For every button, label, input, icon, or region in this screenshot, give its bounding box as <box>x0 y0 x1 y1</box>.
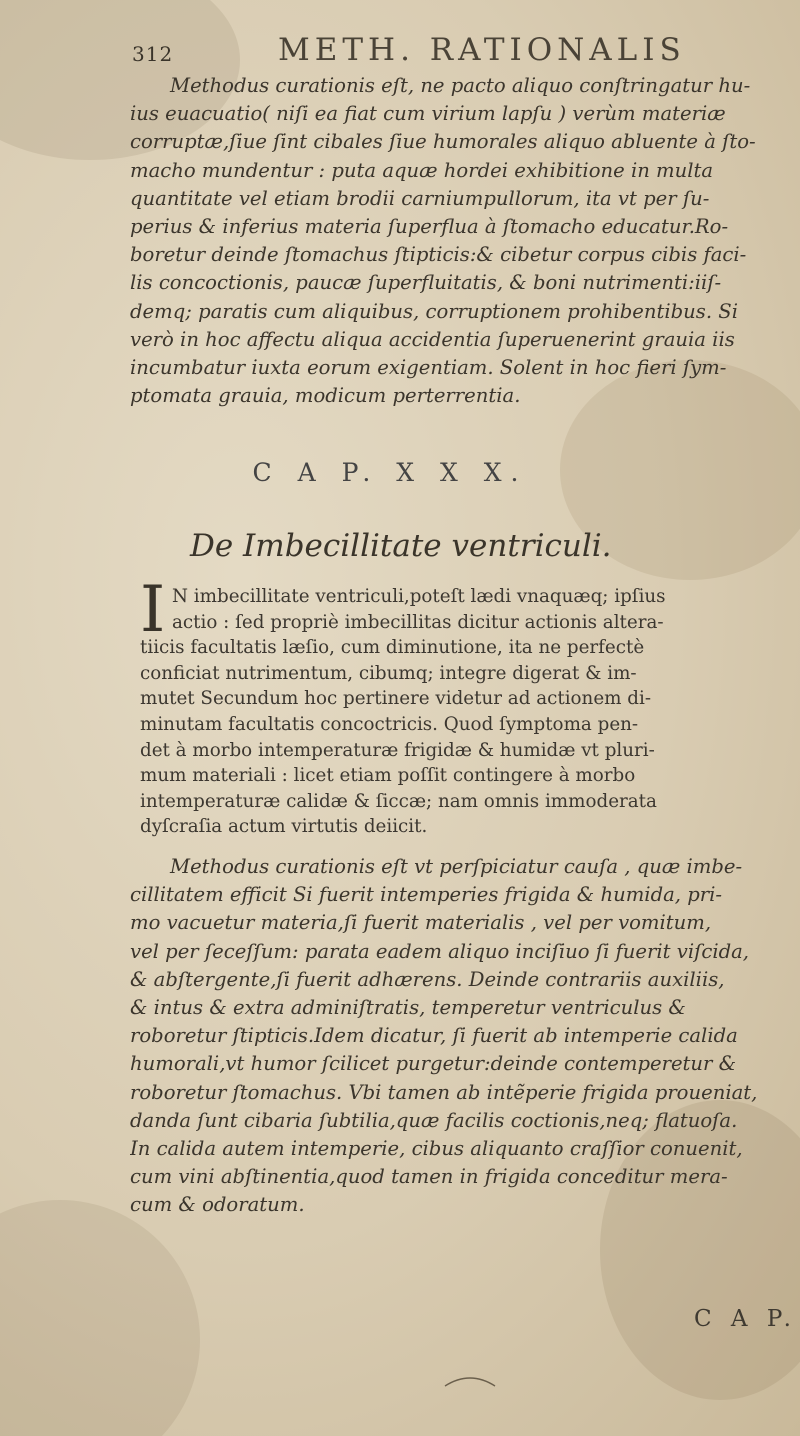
text-line: & intus & extra adminiſtratis, temperetur ventriculus & <box>130 996 686 1020</box>
top-paragraph <box>130 72 792 410</box>
text-line: mum materiali : licet etiam poſſit contingere à morbo <box>140 765 636 787</box>
text-line: verò in hoc affectu aliqua accidentia ſuperuenerint grauia iis <box>130 327 735 351</box>
text-line: & abſtergente,ſi fuerit adhærens. Deinde contrariis auxiliis, <box>130 967 725 991</box>
text-line: boretur deinde ſtomachus ſtipticis:& cibetur corpus cibis faci- <box>130 243 747 267</box>
text-line: incumbatur iuxta eorum exigentiam. Solent in hoc fieri ſym- <box>130 356 727 380</box>
text-line: dyſcraſia actum virtutis deiicit. <box>140 816 428 838</box>
text-line: roboretur ſtomachus. Vbi tamen ab intẽperie frigida proueniat, <box>130 1080 758 1104</box>
chapter-title: De Imbecillitate ventriculi. <box>190 528 612 564</box>
text-line: quantitate vel etiam brodii carniumpullorum, ita vt per ſu- <box>130 186 710 210</box>
text-line: cum vini abſtinentia,quod tamen in frigida conceditur mera- <box>130 1165 728 1189</box>
text-line: ius euacuatio( niſi ea fiat cum virium lapſu ) verùm materiæ <box>130 102 726 126</box>
text-line: ptomata grauia, modicum perterrentia. <box>130 384 521 408</box>
bottom-paragraph <box>130 853 792 1220</box>
text-line: cum & odoratum. <box>130 1193 305 1217</box>
text-line: intemperaturæ calidæ & ſiccæ; nam omnis immoderata <box>140 790 657 812</box>
running-title: METH. RATIONALIS <box>278 32 686 68</box>
text-line: det à morbo intemperaturæ frigidæ & humidæ vt pluri- <box>140 739 655 761</box>
page-number: 312 <box>132 42 174 66</box>
text-line: humorali,vt humor ſcilicet purgetur:deinde contemperetur & <box>130 1052 737 1076</box>
drop-cap: I <box>140 573 166 647</box>
text-line: perius & inferius materia ſuperflua à ſtomacho educatur.Ro- <box>130 215 729 239</box>
text-line: tiicis facultatis læſio, cum diminutione, ita ne perfectè <box>140 637 645 659</box>
text-line: corruptæ,ſiue ſint cibales ſiue humorales aliquo abluente à ſto- <box>130 130 756 154</box>
printers-mark-icon <box>440 1372 500 1392</box>
text-line: vel per ſeceſſum: parata eadem aliquo inciſiuo ſi fuerit viſcida, <box>130 939 750 963</box>
text-line: In calida autem intemperie, cibus aliquanto craſſior conuenit, <box>130 1137 743 1161</box>
catchword: C A P. <box>694 1306 797 1332</box>
text-line: Methodus curationis eſt, ne pacto aliquo conſtringatur hu- <box>170 74 751 97</box>
text-line: N imbecillitate ventriculi,poteſt lædi vnaquæq; ipſius <box>172 586 666 607</box>
text-line: conficiat nutrimentum, cibumq; integre digerat & im- <box>140 662 637 684</box>
text-line: minutam facultatis concoctricis. Quod ſymptoma pen- <box>140 713 639 735</box>
paper-stain <box>0 1200 200 1436</box>
text-line: mutet Secundum hoc pertinere videtur ad actionem di- <box>140 688 652 710</box>
text-line: Methodus curationis eſt vt perſpiciatur cauſa , quæ imbe- <box>170 855 743 878</box>
page-header <box>118 28 758 72</box>
text-line: roboretur ſtipticis.Idem dicatur, ſi fuerit ab intemperie calida <box>130 1024 738 1048</box>
text-line: cillitatem efficit Si fuerit intemperies frigida & humida, pri- <box>130 883 723 907</box>
chapter-heading: C A P. X X X. <box>252 458 528 487</box>
text-line: macho mundentur : puta aquæ hordei exhibitione in multa <box>130 158 714 182</box>
text-line: danda ſunt cibaria ſubtilia,quæ facilis coctionis,neq; flatuoſa. <box>130 1108 738 1132</box>
body-paragraph <box>140 573 790 840</box>
text-line: actio : ſed propriè imbecillitas dicitur actionis altera- <box>172 611 664 633</box>
text-line: mo vacuetur materia,ſi fuerit materialis , vel per vomitum, <box>130 911 712 935</box>
text-line: demq; paratis cum aliquibus, corruptionem prohibentibus. Si <box>130 299 738 323</box>
text-line: lis concoctionis, paucæ ſuperfluitatis, & boni nutrimenti:iiſ- <box>130 271 722 295</box>
